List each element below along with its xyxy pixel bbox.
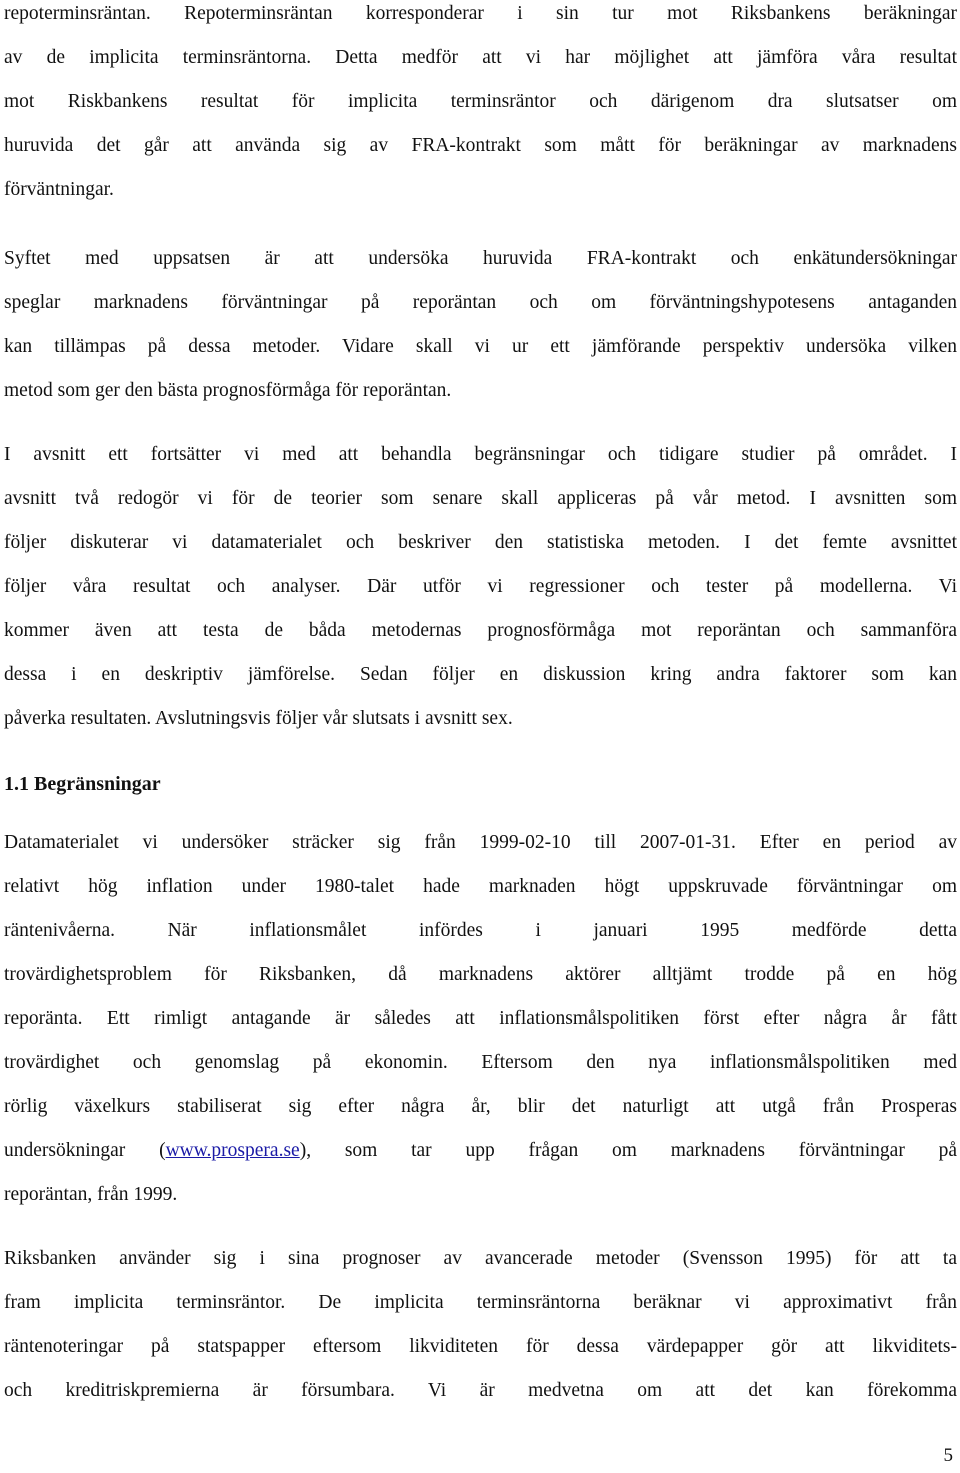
text-line-with-link (4, 1139, 957, 1163)
text-line: följer diskuterar vi datamaterialet och beskriver den statistiska metoden. I det femte avsnittet (4, 532, 957, 553)
text-line: speglar marknadens förväntningar på reporäntan och om förväntningshypotesens antaganden (4, 292, 957, 313)
text-line: kommer även att testa de båda metodernas prognosförmåga mot reporäntan och sammanföra (4, 620, 957, 641)
text-line: huruvida det går att använda sig av FRA-kontrakt som mått för beräkningar av marknadens (4, 135, 957, 156)
text-line: repoterminsräntan. Repoterminsräntan korresponderar i sin tur mot Riksbankens beräkningar (4, 3, 957, 24)
text-line: förväntningar. (4, 179, 114, 200)
text-line: relativt hög inflation under 1980-talet hade marknaden högt uppskruvade förväntningar om (4, 876, 957, 897)
text-line: räntenoteringar på statspapper eftersom likviditeten för dessa värdepapper gör att likviditets- (4, 1336, 957, 1357)
text-line: avsnitt två redogör vi för de teorier som senare skall appliceras på vår metod. I avsnitten som (4, 488, 957, 509)
text-line: kan tillämpas på dessa metoder. Vidare skall vi ur ett jämförande perspektiv undersöka vilken (4, 336, 957, 357)
text-line: reporäntan, från 1999. (4, 1184, 178, 1205)
text-line: och kreditriskpremierna är försumbara. Vi är medvetna om att det kan förekomma (4, 1380, 957, 1401)
text-line: metod som ger den bästa prognosförmåga för reporäntan. (4, 380, 452, 401)
text-line: Syftet med uppsatsen är att undersöka huruvida FRA-kontrakt och enkätundersökningar (4, 248, 957, 269)
text-line: trovärdighetsproblem för Riksbanken, då marknadens aktörer alltjämt trodde på en hög (4, 964, 957, 985)
text-line: I avsnitt ett fortsätter vi med att behandla begränsningar och tidigare studier på området. I (4, 444, 957, 465)
section-heading: 1.1 Begränsningar (4, 773, 161, 795)
text-line: reporänta. Ett rimligt antagande är således att inflationsmålspolitiken först efter några år fått (4, 1008, 957, 1029)
text-line: trovärdighet och genomslag på ekonomin. Eftersom den nya inflationsmålspolitiken med (4, 1052, 957, 1073)
text-line: fram implicita terminsräntor. De implicita terminsräntorna beräknar vi approximativt från (4, 1292, 957, 1313)
text-line: dessa i en deskriptiv jämförelse. Sedan följer en diskussion kring andra faktorer som kan (4, 664, 957, 685)
text-line: Datamaterialet vi undersöker sträcker sig från 1999-02-10 till 2007-01-31. Efter en period av (4, 832, 957, 853)
text-line: av de implicita terminsräntorna. Detta medför att vi har möjlighet att jämföra våra resultat (4, 47, 957, 68)
text-line: rörlig växelkurs stabiliserat sig efter några år, blir det naturligt att utgå från Prosperas (4, 1096, 957, 1117)
text-line: mot Riskbankens resultat för implicita terminsräntor och därigenom dra slutsatser om (4, 91, 957, 112)
text-segment: undersökningar ( (4, 1140, 166, 1161)
text-line: följer våra resultat och analyser. Där utför vi regressioner och tester på modellerna. Vi (4, 576, 957, 597)
text-line: räntenivåerna. När inflationsmålet infördes i januari 1995 medförde detta (4, 920, 957, 941)
text-line: Riksbanken använder sig i sina prognoser av avancerade metoder (Svensson 1995) för att ta (4, 1248, 957, 1269)
text-line: påverka resultaten. Avslutningsvis följer vår slutsats i avsnitt sex. (4, 708, 513, 729)
text-segment: ), som tar upp frågan om marknadens förväntningar på (299, 1140, 957, 1161)
page-number: 5 (943, 1445, 953, 1466)
prospera-link[interactable]: www.prospera.se (165, 1140, 300, 1161)
